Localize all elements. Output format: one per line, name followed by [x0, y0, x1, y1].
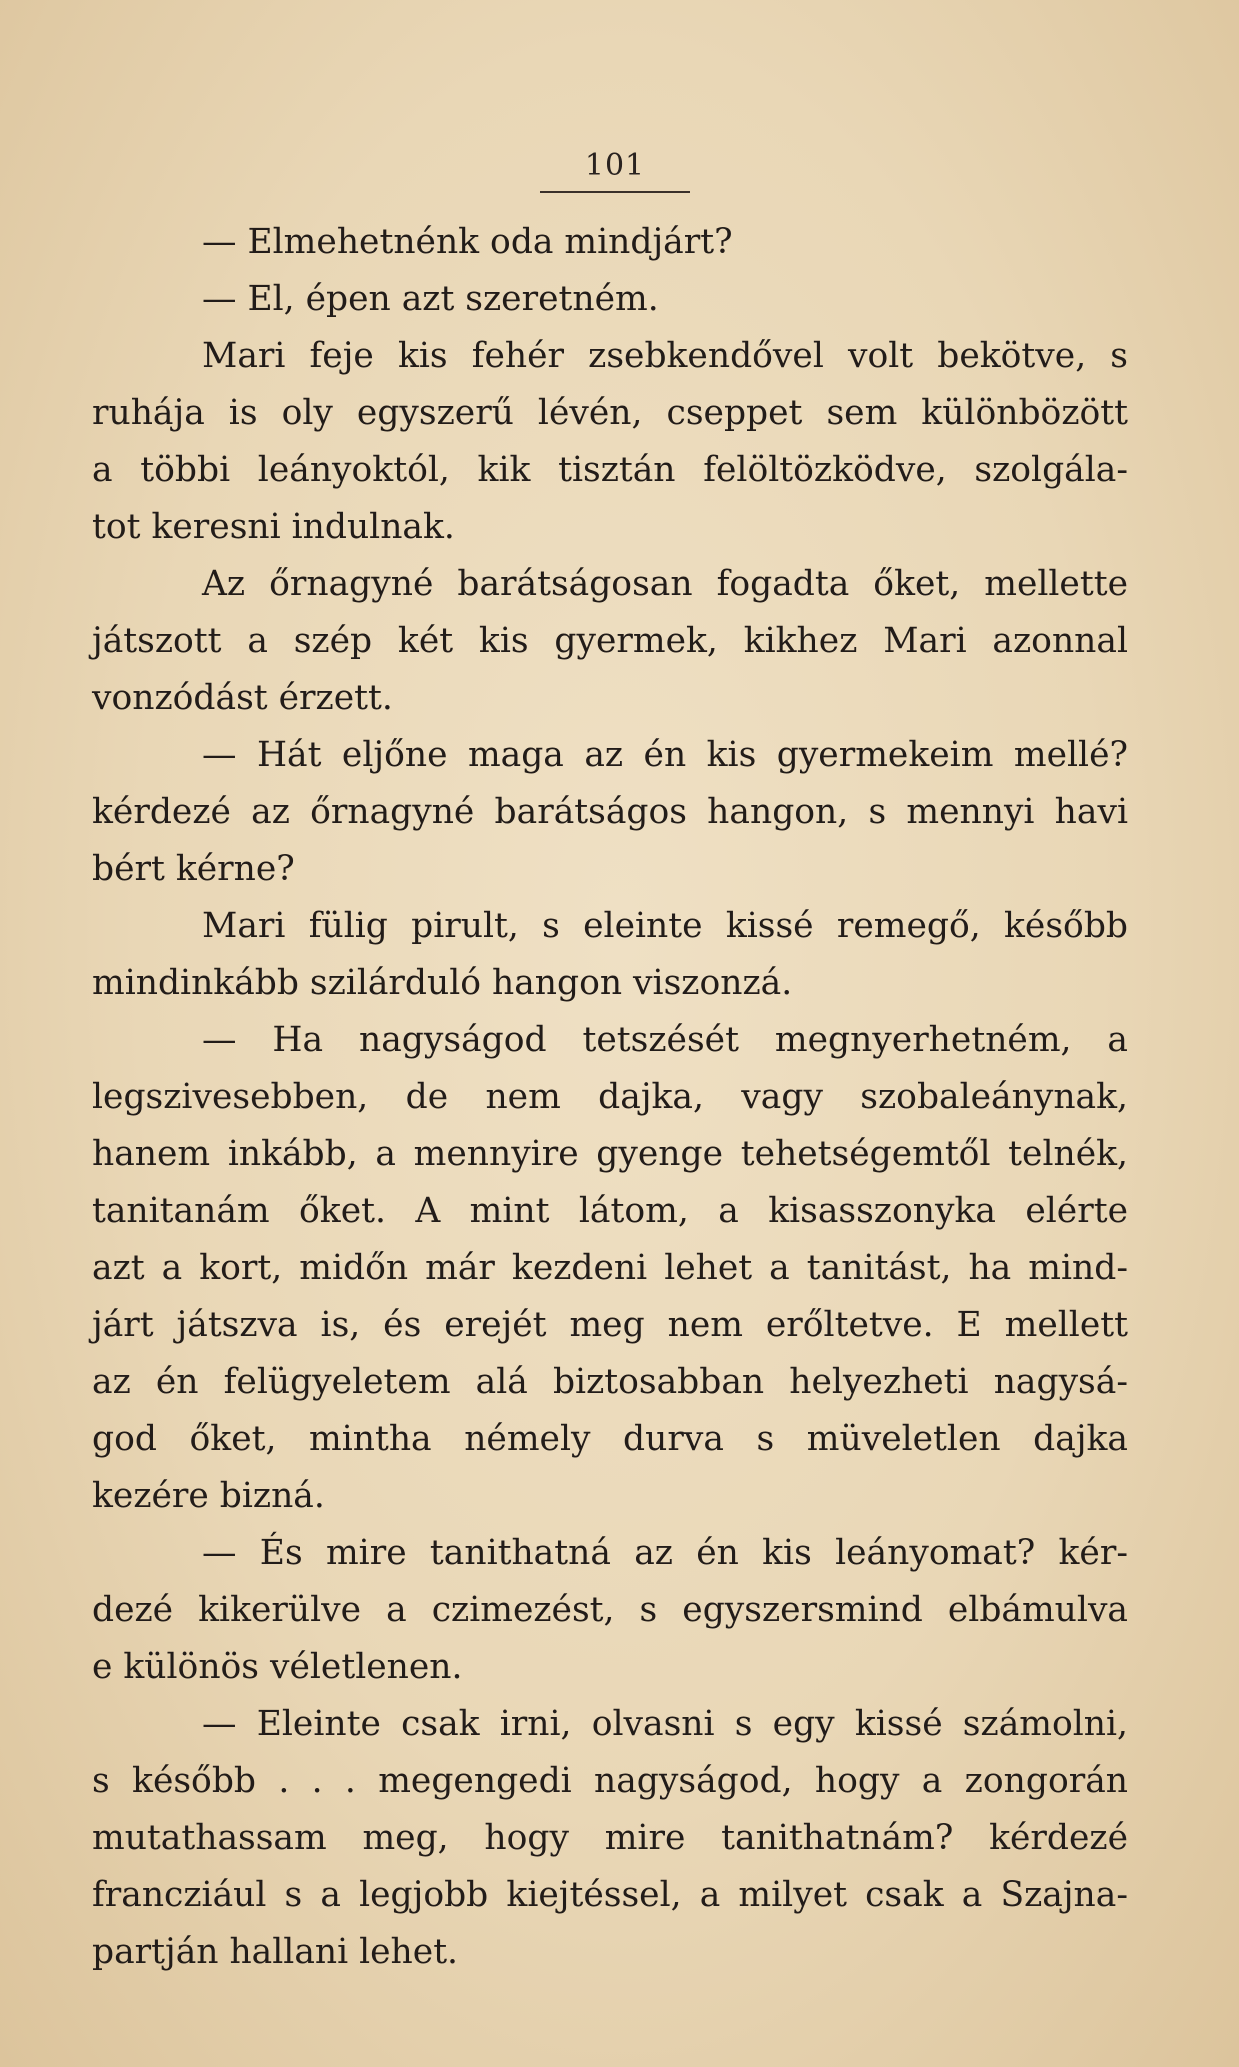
text-line: francziául s a legjobb kiejtéssel, a milyet csak a Szajna- — [92, 1875, 1128, 1915]
page-number: 101 — [584, 148, 646, 183]
text-line: tot keresni indulnak. — [92, 507, 455, 547]
text-line: Az őrnagyné barátságosan fogadta őket, mellette — [202, 564, 1128, 604]
text-line: legszivesebben, de nem dajka, vagy szobaleánynak, — [92, 1077, 1128, 1117]
text-line: bért kérne? — [92, 849, 295, 889]
text-line: — Hát eljőne maga az én kis gyermekeim mellé? — [202, 735, 1128, 775]
text-line: mindinkább szilárduló hangon viszonzá. — [92, 963, 793, 1003]
text-line: Mari fülig pirult, s eleinte kissé remegő, később — [202, 906, 1128, 946]
text-line: partján hallani lehet. — [92, 1932, 459, 1972]
text-line: — Ha nagyságod tetszését megnyerhetném, a — [202, 1020, 1128, 1060]
body-text — [92, 214, 1128, 1981]
text-line: — Elmehetnénk oda mindjárt? — [202, 222, 733, 262]
text-line: vonzódást érzett. — [92, 678, 393, 718]
text-line: tanitanám őket. A mint látom, a kisasszonyka elérte — [92, 1191, 1128, 1231]
text-line: — El, épen azt szeretném. — [202, 279, 659, 319]
text-line: — Eleinte csak irni, olvasni s egy kissé számolni, — [202, 1704, 1128, 1744]
text-line: hanem inkább, a mennyire gyenge tehetségemtől telnék, — [92, 1134, 1128, 1174]
text-line: kezére bizná. — [92, 1476, 325, 1516]
header-rule — [540, 191, 690, 193]
text-line: járt játszva is, és erejét meg nem erőltetve. E mellett — [92, 1305, 1128, 1345]
text-line: god őket, mintha némely durva s müveletlen dajka — [92, 1419, 1128, 1459]
page-header — [540, 148, 690, 183]
text-line: ruhája is oly egyszerű lévén, cseppet sem különbözött — [92, 393, 1128, 433]
text-line: — És mire tanithatná az én kis leányomat? kér- — [202, 1533, 1128, 1573]
text-line: e különös véletlenen. — [92, 1647, 463, 1687]
text-line: dezé kikerülve a czimezést, s egyszersmind elbámulva — [92, 1590, 1128, 1630]
text-line: mutathassam meg, hogy mire tanithatnám? kérdezé — [92, 1818, 1128, 1858]
text-line: azt a kort, midőn már kezdeni lehet a tanitást, ha mind- — [92, 1248, 1128, 1288]
text-line: Mari feje kis fehér zsebkendővel volt bekötve, s — [202, 336, 1128, 376]
text-line: kérdezé az őrnagyné barátságos hangon, s mennyi havi — [92, 792, 1128, 832]
text-line: játszott a szép két kis gyermek, kikhez Mari azonnal — [92, 621, 1128, 661]
text-line: s később . . . megengedi nagyságod, hogy a zongorán — [92, 1761, 1128, 1801]
text-line: a többi leányoktól, kik tisztán felöltözködve, szolgála- — [92, 450, 1128, 490]
text-line: az én felügyeletem alá biztosabban helyezheti nagysá- — [92, 1362, 1128, 1402]
